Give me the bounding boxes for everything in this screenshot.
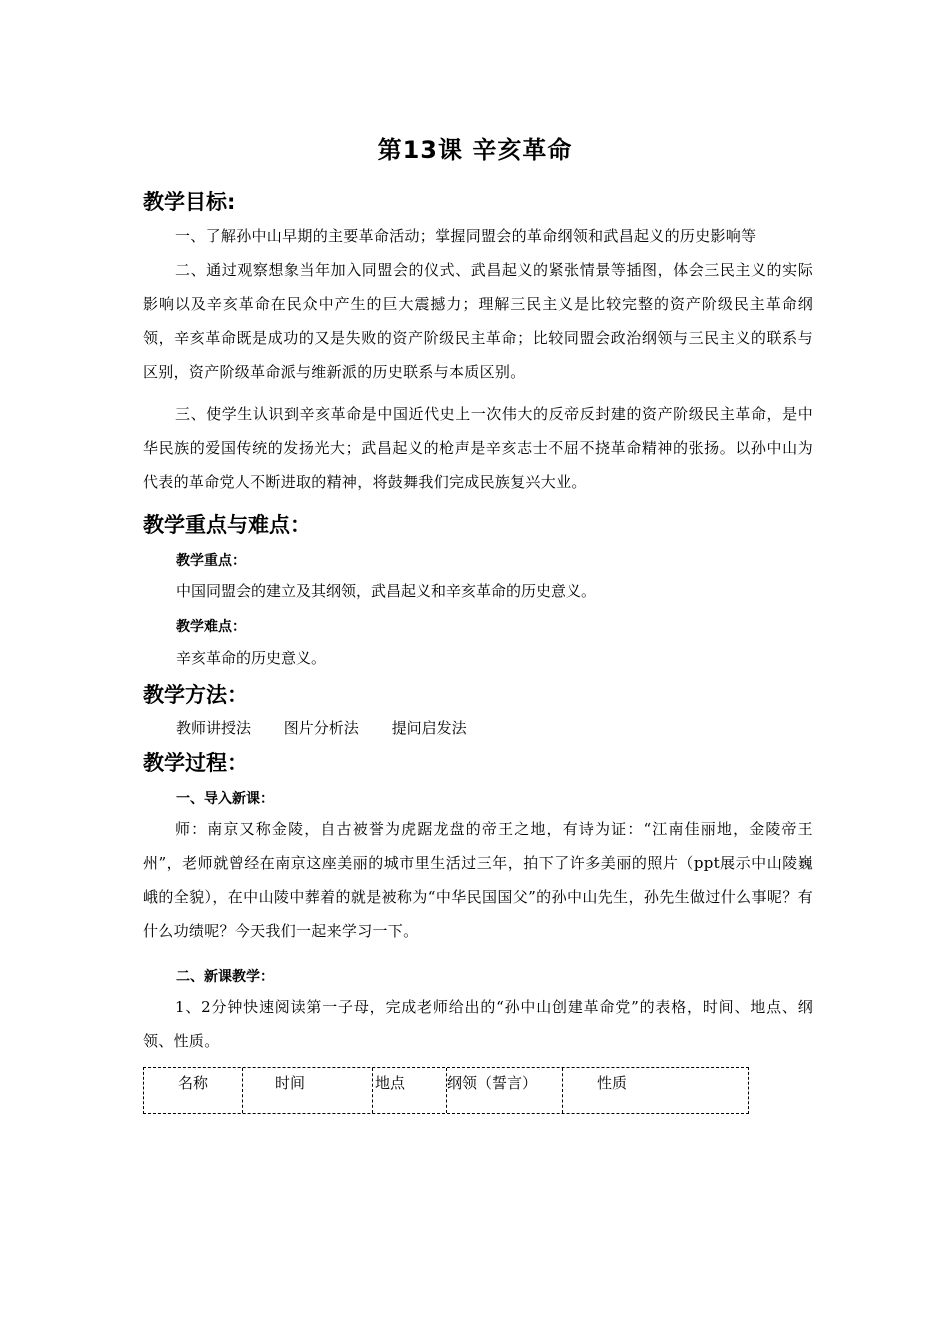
process-heading: 教学过程： <box>143 751 248 775</box>
objective-paragraph-3: 三、使学生认识到辛亥革命是中国近代史上一次伟大的反帝反封建的资产阶级民主革命，是中华民族的爱国传统的发扬光大；武昌起义的枪声是辛亥志士不屈不挠革命精神的张扬。以孙中山为代表的革命党人不断进取的精神，将鼓舞我们完成民族复兴大业。 <box>143 405 813 491</box>
objective-paragraph-1: 一、了解孙中山早期的主要革命活动；掌握同盟会的革命纲领和武昌起义的历史影响等 <box>175 227 757 245</box>
method-item: 图片分析法 <box>283 719 359 737</box>
methods-list <box>176 717 495 738</box>
methods-heading: 教学方法： <box>143 683 248 707</box>
page-title: 第13课 辛亥革命 <box>377 136 573 164</box>
difficulty-text: 辛亥革命的历史意义。 <box>176 649 327 667</box>
intro-label: 一、导入新课： <box>176 791 274 807</box>
revolution-party-table <box>143 1067 749 1114</box>
objectives-heading: 教学目标: <box>143 190 236 214</box>
difficulty-label: 教学难点： <box>176 619 246 635</box>
table-header-cell: 时间 <box>243 1068 373 1113</box>
method-item: 提问启发法 <box>391 719 467 737</box>
focus-label: 教学重点： <box>176 553 246 569</box>
key-points-heading: 教学重点与难点： <box>143 513 311 537</box>
table-header-cell: 性质 <box>597 1074 628 1092</box>
method-item: 教师讲授法 <box>176 719 252 737</box>
intro-paragraph: 师：南京又称金陵，自古被誉为虎踞龙盘的帝王之地，有诗为证：“江南佳丽地，金陵帝王州”，老师就曾经在南京这座美丽的城市里生活过三年，拍下了许多美丽的照片（ppt展示中山陵巍峨的全貌），在中山陵中葬着的就是被称为“中华民国国父”的孙中山先生，孙先生做过什么事呢？有什么功绩呢？今天我们一起来学习一下。 <box>143 820 813 940</box>
new-lesson-label: 二、新课教学： <box>176 969 274 985</box>
table-header-cell: 地点 <box>373 1068 447 1113</box>
new-lesson-paragraph: 1、2分钟快速阅读第一子母，完成老师给出的“孙中山创建革命党”的表格，时间、地点、纲领、性质。 <box>143 998 813 1050</box>
table-header-cell: 名称 <box>144 1068 243 1113</box>
table-header-cell: 纲领（誓言） <box>447 1068 563 1113</box>
focus-text: 中国同盟会的建立及其纲领，武昌起义和辛亥革命的历史意义。 <box>176 582 597 600</box>
objective-paragraph-2: 二、通过观察想象当年加入同盟会的仪式、武昌起义的紧张情景等插图，体会三民主义的实际影响以及辛亥革命在民众中产生的巨大震撼力；理解三民主义是比较完整的资产阶级民主革命纲领，辛亥革命既是成功的又是失败的资产阶级民主革命；比较同盟会政治纲领与三民主义的联系与区别，资产阶级革命派与维新派的历史联系与本质区别。 <box>143 261 813 381</box>
